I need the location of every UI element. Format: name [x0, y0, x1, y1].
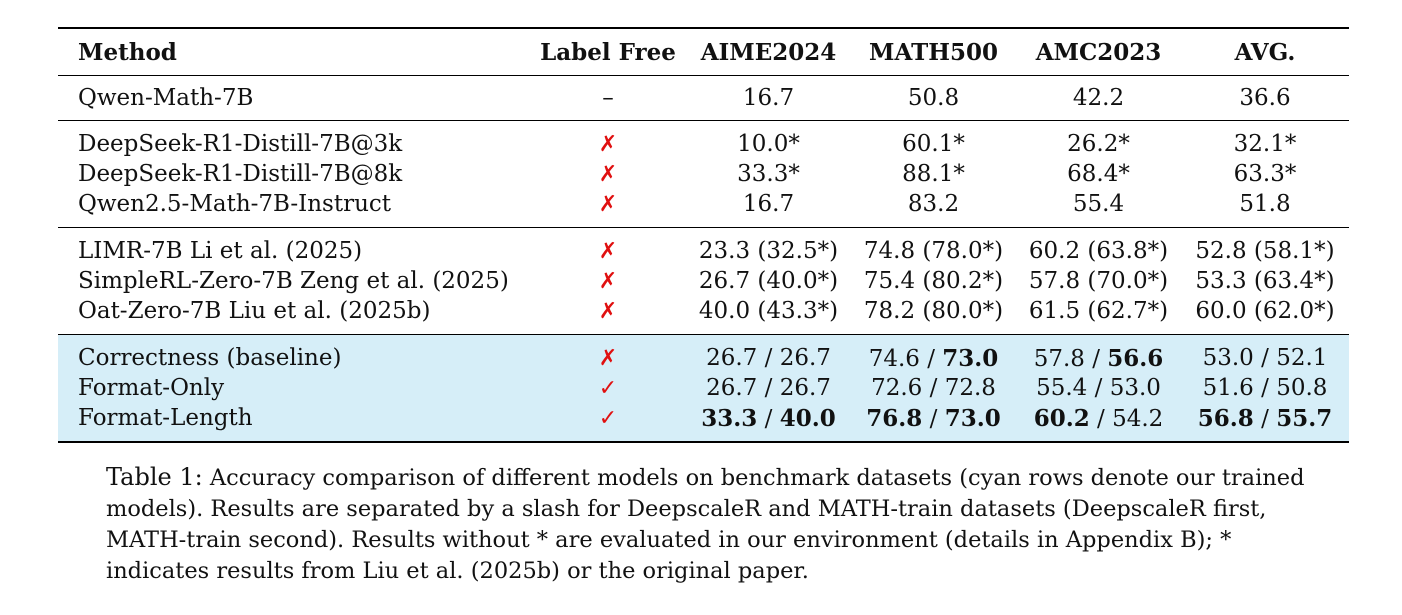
slash: / [764, 405, 773, 432]
deepscaler-value: 26.7 [706, 345, 758, 371]
table-row [58, 228, 1349, 267]
cross-icon: ✗ [598, 238, 618, 264]
math-cell: 83.2 [851, 189, 1016, 228]
slash: / [1261, 405, 1269, 432]
amc-cell: 26.2* [1067, 131, 1130, 157]
deepscaler-value: 76.8 [866, 404, 923, 432]
deepscaler-value: 72.6 [871, 375, 923, 401]
math-train-value: 26.7 [779, 345, 831, 371]
deepscaler-value: 74.6 [868, 345, 920, 372]
method-cell: LIMR-7B Li et al. (2025) [78, 238, 363, 264]
slash: / [929, 405, 938, 432]
avg-cell [1181, 335, 1349, 374]
math-train-value: 56.6 [1107, 344, 1164, 372]
aime-cell: 10.0* [737, 131, 800, 157]
cross-icon: ✗ [530, 189, 686, 228]
method-cell: Format-Length [58, 403, 530, 442]
avg-cell: 52.8 (58.1*) [1195, 238, 1335, 264]
header-aime2024: AIME2024 [686, 28, 851, 76]
deepscaler-value: 57.8 [1033, 345, 1085, 372]
table-row [58, 189, 1349, 228]
math-cell: 78.2 (80.0*) [851, 296, 1016, 335]
caption-text: Accuracy comparison of different models on benchmark datasets (cyan rows denote our trained models). Results are separated by a slash for DeepscaleR and MATH-train datasets (DeepscaleR first, MATH-train second). Results without * are evaluated in our environment (details in Appendix B); * indicates results from Liu et al. (2025b) or the original paper. [106, 465, 1305, 584]
math-train-value: 55.7 [1276, 404, 1333, 432]
math-train-value: 73.0 [942, 344, 999, 372]
deepscaler-value: 33.3 [701, 404, 758, 432]
table-row [58, 296, 1349, 335]
check-icon: ✓ [530, 403, 686, 442]
math-cell: 74.8 (78.0*) [863, 238, 1004, 264]
method-cell: Qwen-Math-7B [58, 76, 530, 121]
math-cell: 60.1* [902, 131, 965, 157]
check-icon: ✓ [530, 373, 686, 403]
deepscaler-value: 55.4 [1036, 375, 1088, 401]
aime-cell [686, 373, 851, 403]
avg-cell: 60.0 (62.0*) [1181, 296, 1349, 335]
aime-cell: 23.3 (32.5*) [698, 238, 839, 264]
table-row [58, 335, 1349, 374]
math-train-value: 72.8 [944, 375, 996, 401]
math-cell: 75.4 (80.2*) [863, 268, 1004, 294]
slash: / [929, 375, 938, 401]
slash: / [1261, 345, 1269, 371]
math-train-value: 52.1 [1276, 345, 1328, 371]
method-cell: Format-Only [58, 373, 530, 403]
avg-cell [1181, 403, 1349, 442]
amc-cell [1016, 403, 1181, 442]
math-cell [851, 335, 1016, 374]
slash: / [764, 345, 773, 371]
table-row [58, 159, 1349, 189]
table-row [58, 373, 1349, 403]
label-free-cell: – [530, 76, 686, 121]
group-rl-baselines [58, 228, 1349, 335]
avg-cell: 51.8 [1181, 189, 1349, 228]
avg-cell: 36.6 [1181, 76, 1349, 121]
results-table [58, 27, 1349, 443]
aime-cell: 16.7 [686, 189, 851, 228]
header-method: Method [58, 28, 530, 76]
amc-cell: 42.2 [1016, 76, 1181, 121]
group-base-model [58, 76, 1349, 121]
aime-cell: 33.3* [737, 161, 800, 187]
slash: / [1261, 375, 1269, 401]
aime-cell [686, 335, 851, 374]
aime-cell [686, 403, 851, 442]
slash: / [1092, 345, 1100, 372]
header-avg: AVG. [1181, 28, 1349, 76]
slash: / [927, 345, 935, 372]
amc-cell: 68.4* [1067, 161, 1130, 187]
header-label-free: Label Free [530, 28, 686, 76]
aime-cell: 16.7 [686, 76, 851, 121]
method-cell: DeepSeek-R1-Distill-7B@8k [78, 161, 403, 187]
method-cell: SimpleRL-Zero-7B Zeng et al. (2025) [78, 268, 509, 294]
math-cell: 88.1* [902, 161, 965, 187]
amc-cell: 61.5 (62.7*) [1016, 296, 1181, 335]
amc-cell: 60.2 (63.8*) [1028, 238, 1169, 264]
group-our-models [58, 335, 1349, 443]
slash: / [764, 375, 773, 401]
math-train-value: 40.0 [779, 404, 836, 432]
deepscaler-value: 56.8 [1197, 404, 1254, 432]
table-header [58, 28, 1349, 76]
table-row [58, 76, 1349, 121]
avg-cell: 53.3 (63.4*) [1195, 268, 1335, 294]
math-train-value: 54.2 [1112, 405, 1164, 432]
aime-cell: 40.0 (43.3*) [686, 296, 851, 335]
header-amc2023: AMC2023 [1016, 28, 1181, 76]
amc-cell: 57.8 (70.0*) [1028, 268, 1169, 294]
amc-cell [1016, 335, 1181, 374]
math-train-value: 73.0 [944, 404, 1001, 432]
cross-icon: ✗ [530, 335, 686, 374]
slash: / [1097, 405, 1105, 432]
table-caption [106, 462, 1306, 587]
deepscaler-value: 53.0 [1202, 345, 1254, 371]
deepscaler-value: 51.6 [1202, 375, 1254, 401]
deepscaler-value: 26.7 [706, 375, 758, 401]
avg-cell: 32.1* [1233, 131, 1297, 157]
avg-cell: 63.3* [1233, 161, 1297, 187]
table-row [58, 121, 1349, 160]
group-supervised-models [58, 121, 1349, 228]
cross-icon: ✗ [598, 268, 618, 294]
math-cell [851, 403, 1016, 442]
header-math500: MATH500 [851, 28, 1016, 76]
math-cell [851, 373, 1016, 403]
method-cell: Correctness (baseline) [58, 335, 530, 374]
amc-cell: 55.4 [1016, 189, 1181, 228]
slash: / [1094, 375, 1103, 401]
aime-cell: 26.7 (40.0*) [698, 268, 839, 294]
math-train-value: 26.7 [779, 375, 831, 401]
method-cell: Qwen2.5-Math-7B-Instruct [58, 189, 530, 228]
cross-icon: ✗ [530, 296, 686, 335]
cross-icon: ✗ [598, 131, 618, 157]
method-cell: Oat-Zero-7B Liu et al. (2025b) [58, 296, 530, 335]
deepscaler-value: 60.2 [1033, 404, 1090, 432]
math-train-value: 50.8 [1276, 375, 1328, 401]
table-row [58, 266, 1349, 296]
math-train-value: 53.0 [1109, 375, 1161, 401]
math-cell: 50.8 [851, 76, 1016, 121]
avg-cell [1181, 373, 1349, 403]
method-cell: DeepSeek-R1-Distill-7B@3k [78, 131, 403, 157]
caption-label: Table 1: [106, 463, 203, 491]
amc-cell [1016, 373, 1181, 403]
table-row [58, 403, 1349, 442]
cross-icon: ✗ [598, 161, 618, 187]
